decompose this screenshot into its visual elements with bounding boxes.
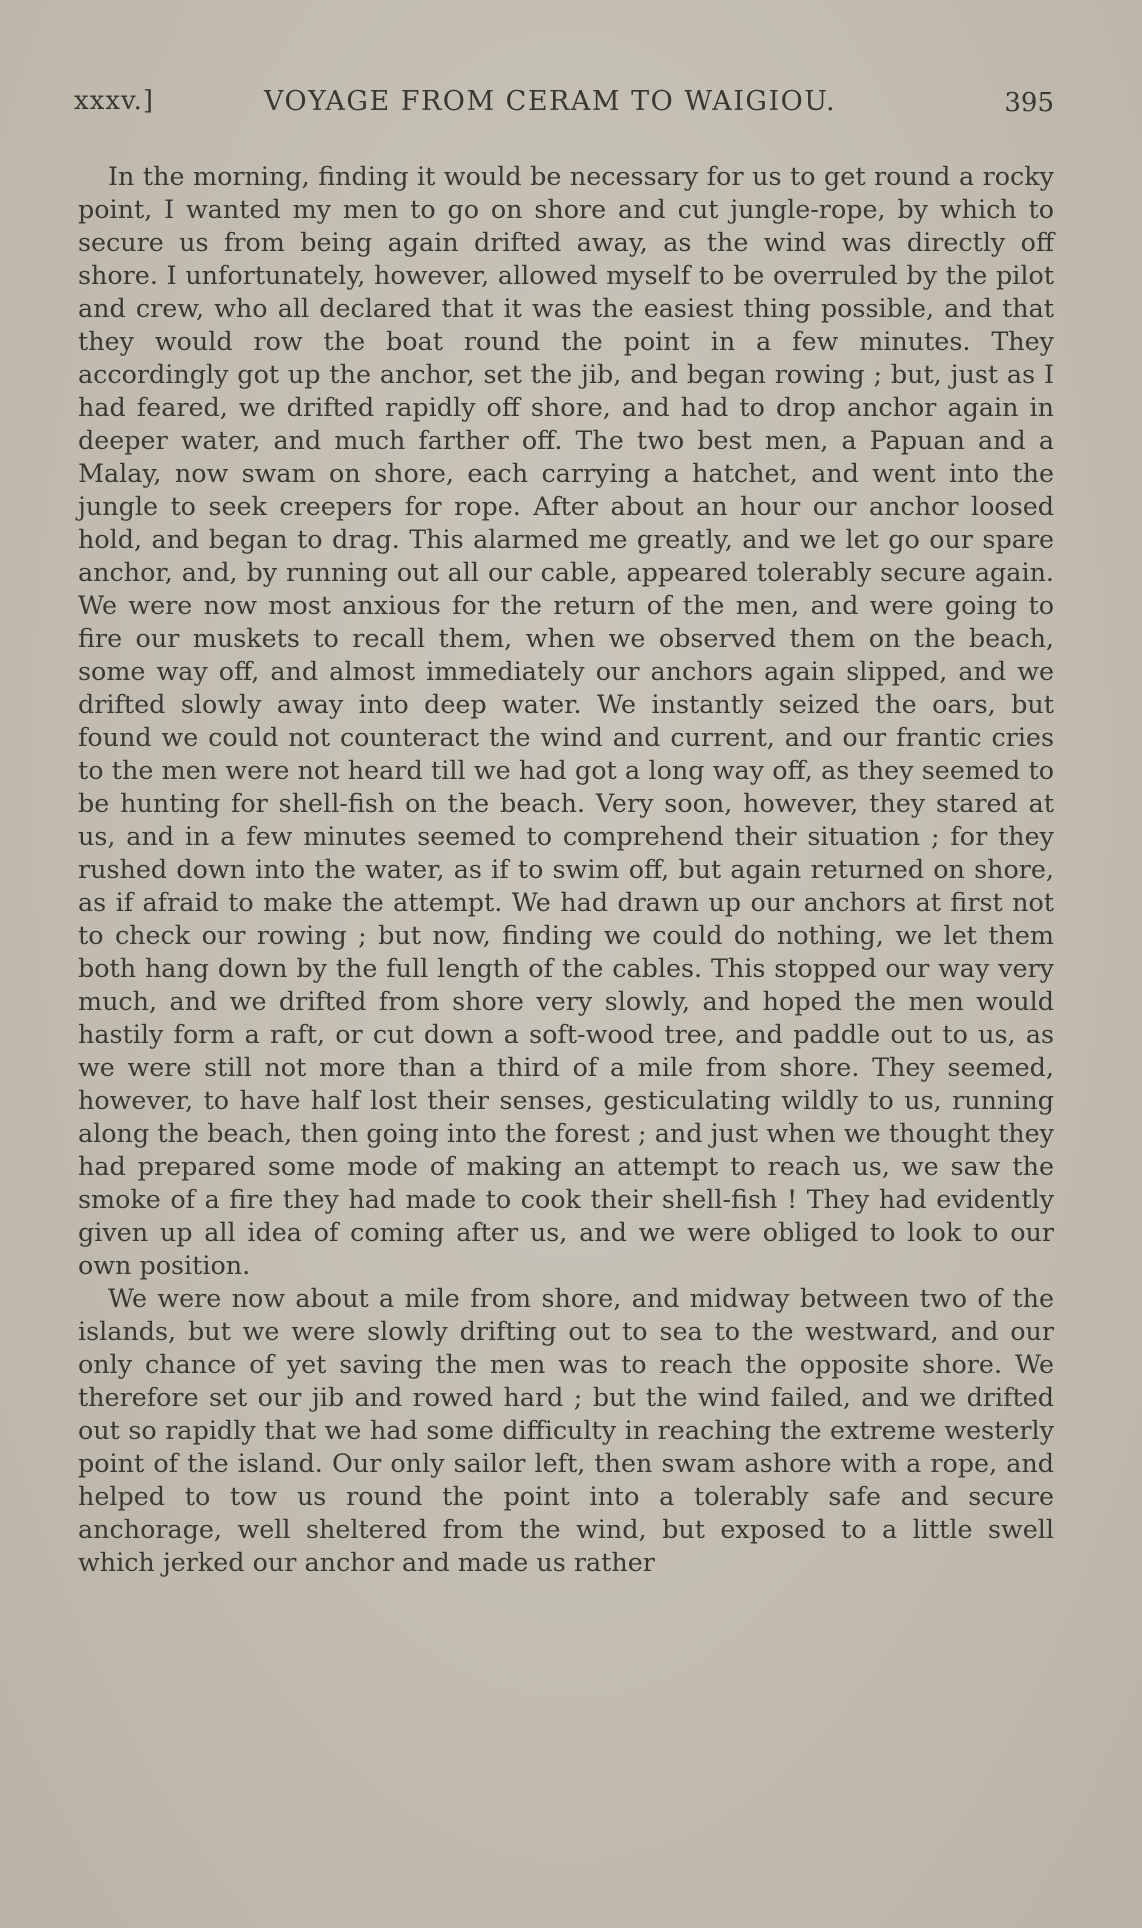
page-number: 395 bbox=[1004, 88, 1054, 118]
running-header bbox=[74, 86, 1054, 126]
paragraph-2: We were now about a mile from shore, and midway between two of the islands, but we were slowly drifting out to sea to the westward, and our only chance of yet saving the men was to reach the opposite shore. We therefore set our jib and rowed hard ; but the wind failed, and we drifted out so rapidly that we had some difficulty in reaching the extreme westerly point of the island. Our only sailor left, then swam ashore with a rope, and helped to tow us round the point into a tolerably safe and secure anchorage, well sheltered from the wind, but exposed to a little swell which jerked our anchor and made us rather bbox=[78, 1283, 1054, 1577]
paragraph-1: In the morning, finding it would be necessary for us to get round a rocky point, I wanted my men to go on shore and cut jungle-rope, by which to secure us from being again drifted away, as the wind was directly off shore. I unfortunately, however, allowed myself to be overruled by the pilot and crew, who all declared that it was the easiest thing possible, and that they would row the boat round the point in a few minutes. They accordingly got up the anchor, set the jib, and began rowing ; but, just as I had feared, we drifted rapidly off shore, and had to drop anchor again in deeper water, and much farther off. The two best men, a Papuan and a Malay, now swam on shore, each carrying a hatchet, and went into the jungle to seek creepers for rope. After about an hour our anchor loosed hold, and began to drag. This alarmed me greatly, and we let go our spare anchor, and, by running out all our cable, appeared tolerably secure again. We were now most anxious for the return of the men, and were going to fire our muskets to recall them, when we observed them on the beach, some way off, and almost immediately our anchors again slipped, and we drifted slowly away into deep water. We instantly seized the oars, but found we could not counteract the wind and current, and our frantic cries to the men were not heard till we had got a long way off, as they seemed to be hunting for shell-fish on the beach. Very soon, however, they stared at us, and in a few minutes seemed to comprehend their situation ; for they rushed down into the water, as if to swim off, but again returned on shore, as if afraid to make the attempt. We had drawn up our anchors at first not to check our rowing ; but now, finding we could do nothing, we let them both hang down by the full length of the cables. This stopped our way very much, and we drifted from shore very slowly, and hoped the men would hastily form a raft, or cut down a soft-wood tree, and paddle out to us, as we were still not more than a third of a mile from shore. They seemed, however, to have half lost their senses, gesticulating wildly to us, running along the beach, then going into the forest ; and just when we thought they had prepared some mode of making an attempt to reach us, we saw the smoke of a fire they had made to cook their shell-fish ! They had evidently given up all idea of coming after us, and we were obliged to look to our own position. bbox=[78, 161, 1054, 1280]
running-title: VOYAGE FROM CERAM TO WAIGIOU. bbox=[264, 86, 837, 117]
body-text bbox=[78, 160, 1054, 1579]
chapter-number: xxxv.] bbox=[74, 86, 155, 116]
